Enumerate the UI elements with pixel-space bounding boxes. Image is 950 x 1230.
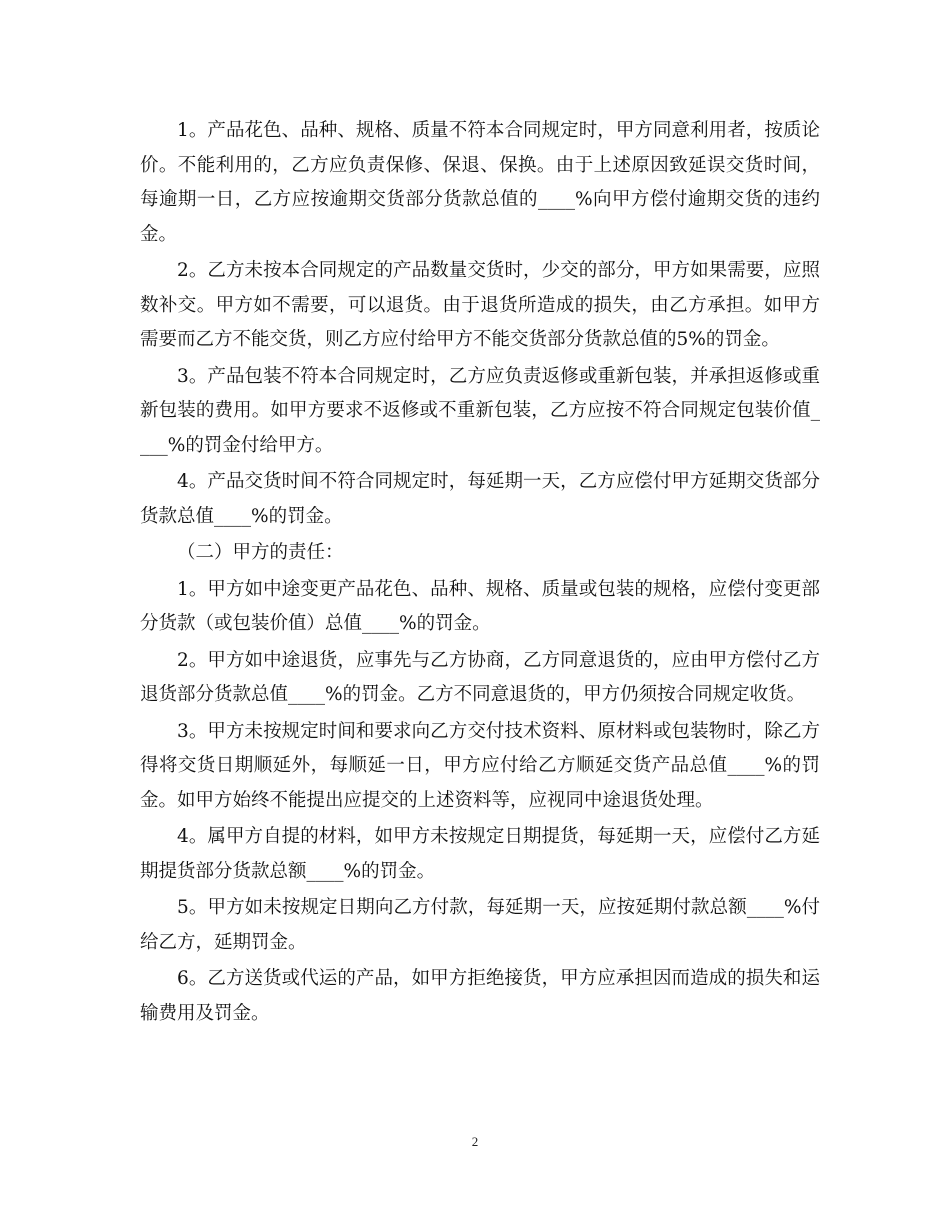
section-heading-buyer-responsibility: （二）甲方的责任： (177, 542, 344, 563)
paragraph-buyer-clause-1: 1。甲方如中途变更产品花色、品种、规格、质量或包装的规格，应偿付变更部分货款（或包装价值）总值____%的罚金。 (140, 578, 820, 634)
paragraph-seller-clause-2: 2。乙方未按本合同规定的产品数量交货时，少交的部分，甲方如果需要，应照数补交。甲方如不需要，可以退货。由于退货所造成的损失，由乙方承担。如甲方需要而乙方不能交货，则乙方应付给甲方不能交货部分货款总值的5%的罚金。 (140, 260, 820, 350)
paragraph-buyer-clause-6: 6。乙方送货或代运的产品，如甲方拒绝接货，甲方应承担因而造成的损失和运输费用及罚金。 (140, 968, 820, 1024)
paragraph-seller-clause-3: 3。产品包装不符本合同规定时，乙方应负责返修或重新包装，并承担返修或重新包装的费用。如甲方要求不返修或不重新包装，乙方应按不符合同规定包装价值____%的罚金付给甲方。 (140, 365, 820, 456)
paragraph-buyer-clause-4: 4。属甲方自提的材料，如甲方未按规定日期提货，每延期一天，应偿付乙方延期提货部分货款总额____%的罚金。 (140, 826, 820, 882)
paragraph-buyer-clause-2: 2。甲方如中途退货，应事先与乙方协商，乙方同意退货的，应由甲方偿付乙方退货部分货款总值____%的罚金。乙方不同意退货的，甲方仍须按合同规定收货。 (140, 649, 820, 705)
document-body (140, 114, 820, 1033)
paragraph-seller-clause-1: 1。产品花色、品种、规格、质量不符本合同规定时，甲方同意利用者，按质论价。不能利用的，乙方应负责保修、保退、保换。由于上述原因致延误交货时间，每逾期一日，乙方应按逾期交货部分货款总值的____%向甲方偿付逾期交货的违约金。 (140, 120, 820, 245)
paragraph-seller-clause-4: 4。产品交货时间不符合同规定时，每延期一天，乙方应偿付甲方延期交货部分货款总值____%的罚金。 (140, 471, 820, 527)
page-number: 2 (471, 1134, 479, 1149)
paragraph-buyer-clause-5: 5。甲方如未按规定日期向乙方付款，每延期一天，应按延期付款总额____%付给乙方，延期罚金。 (140, 897, 820, 953)
paragraph-buyer-clause-3: 3。甲方未按规定时间和要求向乙方交付技术资料、原材料或包装物时，除乙方得将交货日期顺延外，每顺延一日，甲方应付给乙方顺延交货产品总值____%的罚金。如甲方始终不能提出应提交的上述资料等，应视同中途退货处理。 (140, 720, 820, 811)
